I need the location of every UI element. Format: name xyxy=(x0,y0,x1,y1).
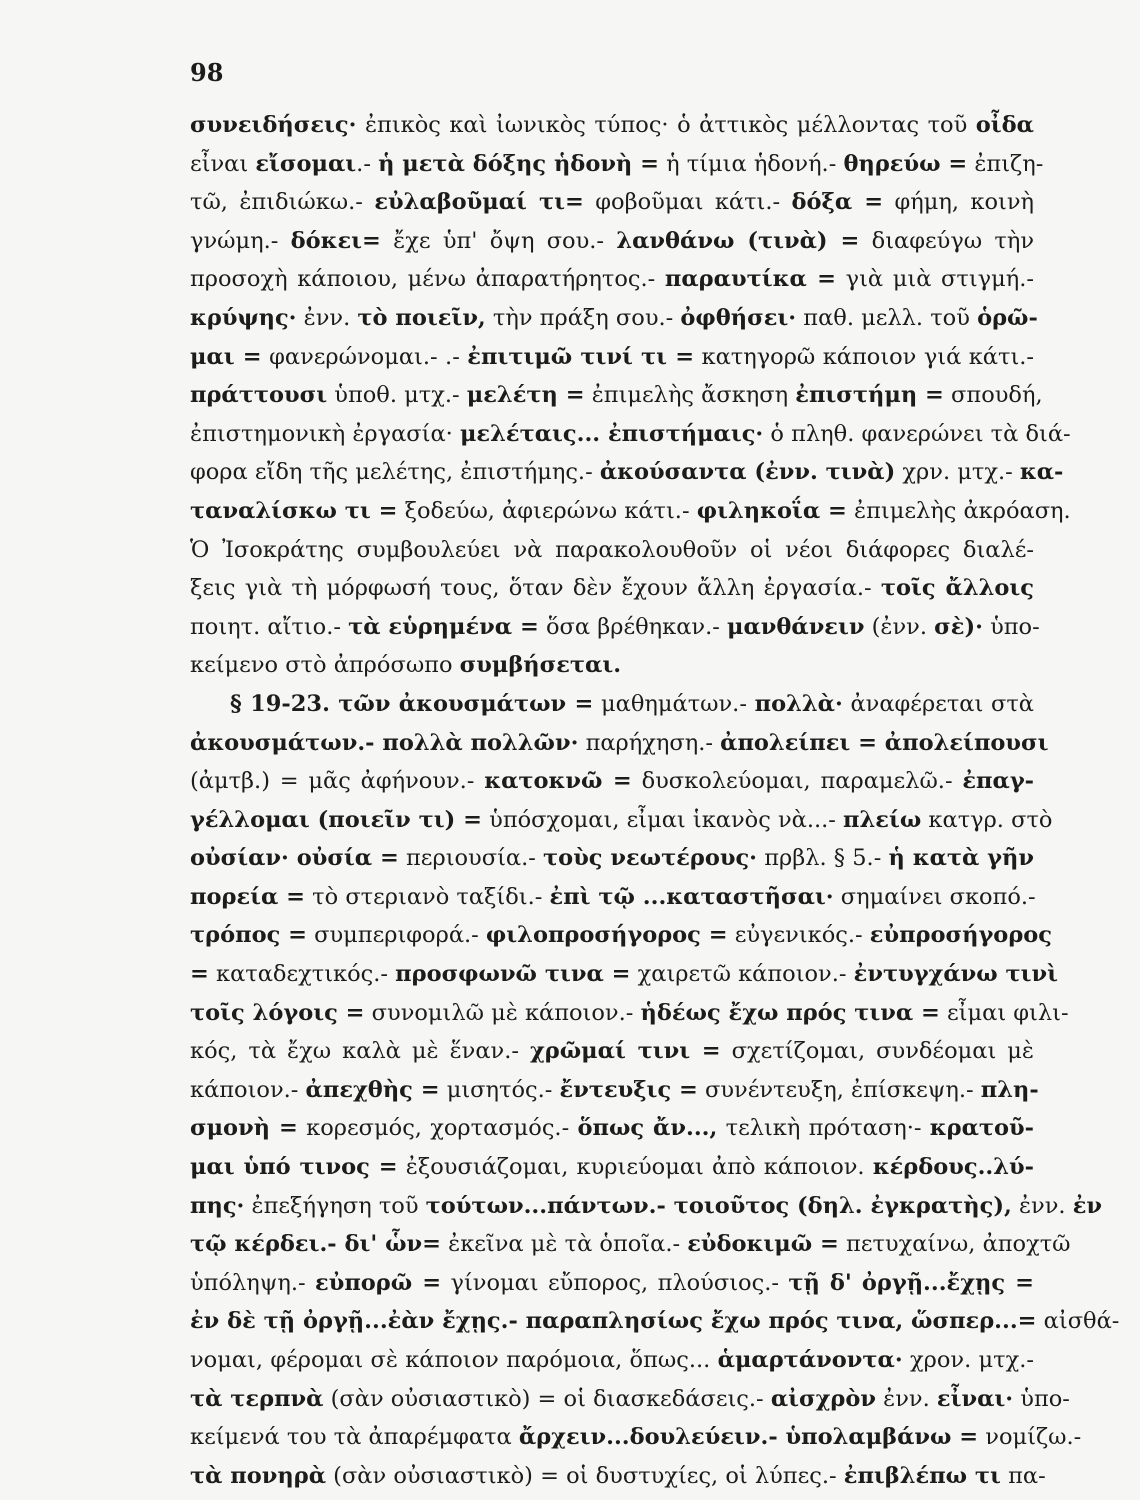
commentary-body xyxy=(190,106,1120,1495)
gloss-text: φανερώνομαι.- .- xyxy=(261,343,468,370)
gloss-text: κατγρ. στὸ xyxy=(921,806,1053,833)
gloss-text: συμπεριφορά.- xyxy=(306,922,486,949)
headword: τοὺς νεωτέρους· xyxy=(543,845,758,872)
headword: ἐπιβλέπω τι xyxy=(843,1462,1001,1489)
headword: τῷ κέρδει.- δι' ὧν= xyxy=(190,1231,441,1258)
gloss-text: ἀναφέρεται στὰ xyxy=(842,690,1034,717)
gloss-text: ὑπόσχομαι, εἶμαι ἱκανὸς νὰ...- xyxy=(481,806,844,833)
text-line xyxy=(190,1071,1039,1110)
headword: δόξα = xyxy=(791,189,884,216)
gloss-text: καταδεχτικός.- xyxy=(208,961,396,988)
text-line xyxy=(190,492,1071,531)
gloss-text: αἰσθά- xyxy=(1036,1308,1120,1335)
headword: παραυτίκα = xyxy=(664,266,836,293)
text-line xyxy=(190,916,1052,955)
gloss-text: ἐκεῖνα μὲ τὰ ὁποῖα.- xyxy=(440,1231,688,1258)
headword: τοῖς ἄλλοις xyxy=(880,575,1034,602)
gloss-text: τὴν πράξη σου.- xyxy=(485,304,681,331)
gloss-text: προσοχὴ κάποιου, μένω ἀπαρατήρητος.- xyxy=(190,266,665,293)
headword: εἶναι· xyxy=(936,1385,1014,1412)
headword: αἰσχρὸν xyxy=(770,1385,876,1412)
headword: ὁρῶ- xyxy=(977,304,1038,331)
gloss-text: ὑπόληψη.- xyxy=(190,1269,316,1296)
gloss-text: (σὰν οὐσιαστικὸ) = οἱ δυστυχίες, οἱ λύπες.- xyxy=(326,1462,844,1489)
headword: προσφωνῶ τινα = xyxy=(395,961,631,988)
gloss-text: σημαίνει σκοπό.- xyxy=(833,883,1036,910)
text-line xyxy=(190,376,1043,415)
headword: εὐδοκιμῶ = xyxy=(687,1231,839,1258)
headword: πορεία = xyxy=(190,883,306,910)
headword: κρύψης· xyxy=(190,304,297,331)
gloss-text: ὑπο- xyxy=(982,613,1040,640)
text-line xyxy=(190,1225,1071,1264)
gloss-text: (σὰν οὐσιαστικὸ) = οἱ διασκεδάσεις.- xyxy=(323,1385,771,1412)
gloss-text: κείμενο στὸ ἀπρόσωπο xyxy=(190,652,460,679)
headword: εὐπορῶ = xyxy=(315,1269,442,1296)
text-line xyxy=(190,878,1034,917)
gloss-text: ὑποθ. μτχ.- xyxy=(327,382,467,409)
gloss-text: κορεσμός, χορτασμός.- xyxy=(297,1115,578,1142)
text-line xyxy=(190,299,1038,338)
gloss-text: γίνομαι εὔπορος, πλούσιος.- xyxy=(441,1269,789,1296)
gloss-text: ἐνν. xyxy=(1011,1192,1073,1219)
gloss-text: ὁ πληθ. φανερώνει τὰ διά- xyxy=(763,420,1071,447)
headword: δόκει= xyxy=(290,227,381,254)
gloss-text: μισητός.- xyxy=(439,1076,560,1103)
headword: τρόπος = xyxy=(190,922,307,949)
headword: πλη- xyxy=(980,1076,1039,1103)
headword: τὰ πονηρὰ xyxy=(190,1462,327,1489)
gloss-text: συνομιλῶ μὲ κάποιον.- xyxy=(364,999,641,1026)
headword: πλείω xyxy=(843,806,922,833)
gloss-text: ἐπιστημονικὴ ἐργασία· xyxy=(190,420,460,447)
headword: ἡδέως ἔχω πρός τινα = xyxy=(640,999,940,1026)
text-line xyxy=(190,338,1034,377)
gloss-text: ἐπιζη- xyxy=(967,150,1044,177)
gloss-text: (ἀμτβ.) = μᾶς ἀφήνουν.- xyxy=(190,768,485,795)
headword: ἐπιστήμη = xyxy=(795,382,944,409)
headword: ἁμαρτάνοντα· xyxy=(717,1347,903,1373)
headword: θηρεύω = xyxy=(843,150,968,177)
headword: οἶδα xyxy=(975,112,1034,138)
gloss-text: τὸ στεριανὸ ταξίδι.- xyxy=(305,883,550,910)
text-line xyxy=(190,145,1044,184)
headword: σμονὴ = xyxy=(190,1115,298,1142)
headword: ἀκούσαντα (ἐνν. τινὰ) xyxy=(599,459,896,486)
gloss-text: .- xyxy=(356,150,379,177)
headword: ὀφθήσει· xyxy=(680,304,797,331)
headword: φιλοπροσήγορος = xyxy=(485,922,728,949)
gloss-text: χρον. μτχ.- xyxy=(902,1347,1034,1373)
text-line xyxy=(190,801,1053,840)
headword: τοῖς λόγοις = xyxy=(190,999,365,1026)
headword: οὐσίαν· οὐσία = xyxy=(190,845,399,872)
gloss-text: κάποιον.- xyxy=(190,1076,306,1103)
headword: εὐπροσήγορος xyxy=(869,922,1052,949)
headword: ἐπὶ τῷ ...καταστῆσαι· xyxy=(549,883,834,910)
gloss-text: ἐπικὸς καὶ ἰωνικὸς τύπος· ὁ ἀττικὸς μέλλοντας τοῦ xyxy=(356,112,976,138)
gloss-text: κός, τὰ ἔχω καλὰ μὲ ἕναν.- xyxy=(190,1038,530,1065)
gloss-text: γιὰ μιὰ στιγμή.- xyxy=(835,266,1034,293)
text-line xyxy=(190,685,1034,724)
gloss-text: ὑπο- xyxy=(1013,1385,1070,1412)
text-line xyxy=(190,1032,1034,1071)
text-line xyxy=(190,531,1034,570)
text-line xyxy=(190,839,1034,878)
headword: κρατοῦ- xyxy=(929,1115,1034,1142)
gloss-text: πρβλ. § 5.- xyxy=(757,845,889,872)
text-line xyxy=(190,1380,1070,1419)
gloss-text: φήμη, κοινὴ xyxy=(883,189,1034,216)
headword: τὰ τερπνὰ xyxy=(190,1385,324,1412)
headword: ἀπεχθὴς = xyxy=(305,1076,440,1103)
text-line xyxy=(190,955,1059,994)
headword: λανθάνω (τινὰ) = xyxy=(616,227,860,254)
headword: κέρδους..λύ- xyxy=(872,1154,1034,1181)
gloss-text: ξοδεύω, ἀφιερώνω κάτι.- xyxy=(397,497,697,524)
gloss-text: πετυχαίνω, ἀποχτῶ xyxy=(838,1231,1071,1258)
headword: τὸ ποιεῖν, xyxy=(357,304,486,331)
gloss-text: εἶναι xyxy=(190,150,256,177)
gloss-text: ἐπιμελὴς ἀκρόαση. xyxy=(846,497,1071,524)
text-line xyxy=(190,762,1034,801)
gloss-text: πα- xyxy=(1000,1462,1046,1489)
headword: πολλὰ· xyxy=(754,690,843,717)
headword: ἡ κατὰ γῆν xyxy=(888,845,1035,872)
text-line xyxy=(190,1148,1034,1187)
text-line xyxy=(190,569,1034,608)
headword: γέλλομαι (ποιεῖν τι) = xyxy=(190,806,482,833)
gloss-text: ἐπεξήγηση τοῦ xyxy=(244,1192,426,1219)
headword: ἐν xyxy=(1072,1192,1103,1219)
gloss-text: τῶ, ἐπιδιώκω.- xyxy=(190,189,375,216)
gloss-text: παρήχηση.- xyxy=(578,729,721,756)
text-line xyxy=(190,260,1034,299)
headword: ἀκουσμάτων.- πολλὰ πολλῶν· xyxy=(190,729,579,756)
headword: τὰ εὑρημένα = xyxy=(348,613,539,640)
gloss-text: χαιρετῶ κάποιον.- xyxy=(630,961,854,988)
gloss-text: ποιητ. αἴτιο.- xyxy=(190,613,349,640)
headword: μανθάνειν xyxy=(726,613,865,640)
text-line xyxy=(190,183,1034,222)
gloss-text: ἐπιμελὴς ἄσκηση xyxy=(584,382,796,409)
headword: ἐπαγ- xyxy=(962,768,1035,795)
gloss-text: εὐγενικός.- xyxy=(727,922,870,949)
text-line xyxy=(190,1457,1046,1496)
headword: εὐλαβοῦμαί τι= xyxy=(374,189,584,216)
text-line xyxy=(190,453,1064,492)
headword: συμβήσεται. xyxy=(459,652,622,679)
headword: § 19-23. τῶν ἀκουσμάτων = xyxy=(230,690,594,717)
gloss-text: μαθημάτων.- xyxy=(593,690,755,717)
gloss-text: ἐξουσιάζομαι, κυριεύομαι ἀπὸ κάποιον. xyxy=(397,1154,873,1181)
headword: ἡ μετὰ δόξης ἡδονὴ = xyxy=(378,150,659,177)
text-line xyxy=(190,1109,1034,1148)
headword: ἐν δὲ τῇ ὀργῇ...ἐὰν ἔχῃς.- παραπλησίως ἔχω πρός τινα, ὥσπερ...= xyxy=(190,1308,1037,1335)
gloss-text: χρν. μτχ.- xyxy=(895,459,1020,486)
headword: ἐντυγχάνω τινὶ xyxy=(853,961,1059,988)
gloss-text: ἔχε ὑπ' ὄψη σου.- xyxy=(380,227,617,254)
gloss-text: ἡ τίμια ἡδονή.- xyxy=(658,150,844,177)
headword: = xyxy=(190,961,209,988)
gloss-text: δυσκολεύομαι, παραμελῶ.- xyxy=(631,768,963,795)
text-line xyxy=(190,646,1034,685)
headword: εἴσομαι xyxy=(255,150,357,177)
headword: μελέταις... ἐπιστήμαις· xyxy=(459,420,764,447)
headword: ὅπως ἄν..., xyxy=(577,1115,718,1142)
text-line xyxy=(190,1302,1120,1341)
gloss-text: νομίζω.- xyxy=(978,1424,1082,1451)
headword: πράττουσι xyxy=(190,382,328,409)
headword: μαι = xyxy=(190,343,262,370)
gloss-text: ἐνν. xyxy=(296,304,358,331)
headword: τῇ δ' ὀργῇ...ἔχῃς = xyxy=(788,1269,1035,1296)
headword: ἔντευξις = xyxy=(559,1076,698,1103)
text-line xyxy=(190,1418,1082,1457)
headword: χρῶμαί τινι = xyxy=(530,1038,721,1065)
headword: πης· xyxy=(190,1192,245,1219)
text-line xyxy=(190,724,1049,763)
headword: φιληκοΐα = xyxy=(696,497,847,524)
gloss-text: φοβοῦμαι κάτι.- xyxy=(583,189,792,216)
headword: κα- xyxy=(1019,459,1064,486)
gloss-text: παθ. μελλ. τοῦ xyxy=(796,304,978,331)
gloss-text: συνέντευξη, ἐπίσκεψη.- xyxy=(697,1076,981,1103)
gloss-text: σπουδή, xyxy=(943,382,1043,409)
gloss-text: ὅσα βρέθηκαν.- xyxy=(538,613,727,640)
gloss-text: ξεις γιὰ τὴ μόρφωσή τους, ὅταν δὲν ἔχουν ἄλλη ἐργασία.- xyxy=(190,575,881,602)
gloss-text: (ἐνν. xyxy=(864,613,935,640)
gloss-text: νομαι, φέρομαι σὲ κάποιον παρόμοια, ὅπως... xyxy=(190,1347,718,1373)
gloss-text: σχετίζομαι, συνδέομαι μὲ xyxy=(720,1038,1034,1065)
gloss-text: διαφεύγω τὴν xyxy=(859,227,1034,254)
headword: συνειδήσεις· xyxy=(190,112,357,138)
gloss-text: κείμενά του τὰ ἀπαρέμφατα xyxy=(190,1424,519,1451)
text-line xyxy=(190,222,1034,261)
headword: σὲ)· xyxy=(934,613,983,640)
text-line xyxy=(190,994,1069,1033)
headword: μαι ὑπό τινος = xyxy=(190,1154,398,1181)
gloss-text: περιουσία.- xyxy=(398,845,544,872)
gloss-text: τελικὴ πρόταση·- xyxy=(717,1115,930,1142)
headword: ἐπιτιμῶ τινί τι = xyxy=(467,343,695,370)
headword: τούτων...πάντων.- τοιοῦτος (δηλ. ἐγκρατὴς), xyxy=(425,1192,1012,1219)
text-line xyxy=(190,106,1034,145)
page-number: 98 xyxy=(190,58,224,87)
gloss-text: γνώμη.- xyxy=(190,227,291,254)
text-line xyxy=(190,415,1071,454)
gloss-text: ἐνν. xyxy=(876,1385,937,1412)
gloss-text: κατηγορῶ κάποιον γιά κάτι.- xyxy=(694,343,1035,370)
headword: ἄρχειν...δουλεύειν.- ὑπολαμβάνω = xyxy=(518,1424,979,1451)
gloss-text: φορα εἴδη τῆς μελέτης, ἐπιστήμης.- xyxy=(190,459,600,486)
text-line xyxy=(190,1264,1034,1303)
text-line xyxy=(190,1187,1103,1226)
text-line xyxy=(190,1341,1034,1380)
headword: μελέτη = xyxy=(466,382,585,409)
gloss-text: εἶμαι φιλι- xyxy=(939,999,1069,1026)
gloss-text: Ὁ Ἰσοκράτης συμβουλεύει νὰ παρακολουθοῦν οἱ νέοι διάφορες διαλέ- xyxy=(190,536,1034,563)
headword: κατοκνῶ = xyxy=(484,768,632,795)
headword: ἀπολείπει = ἀπολείπουσι xyxy=(720,729,1049,756)
headword: ταναλίσκω τι = xyxy=(190,497,398,524)
text-line xyxy=(190,608,1040,647)
